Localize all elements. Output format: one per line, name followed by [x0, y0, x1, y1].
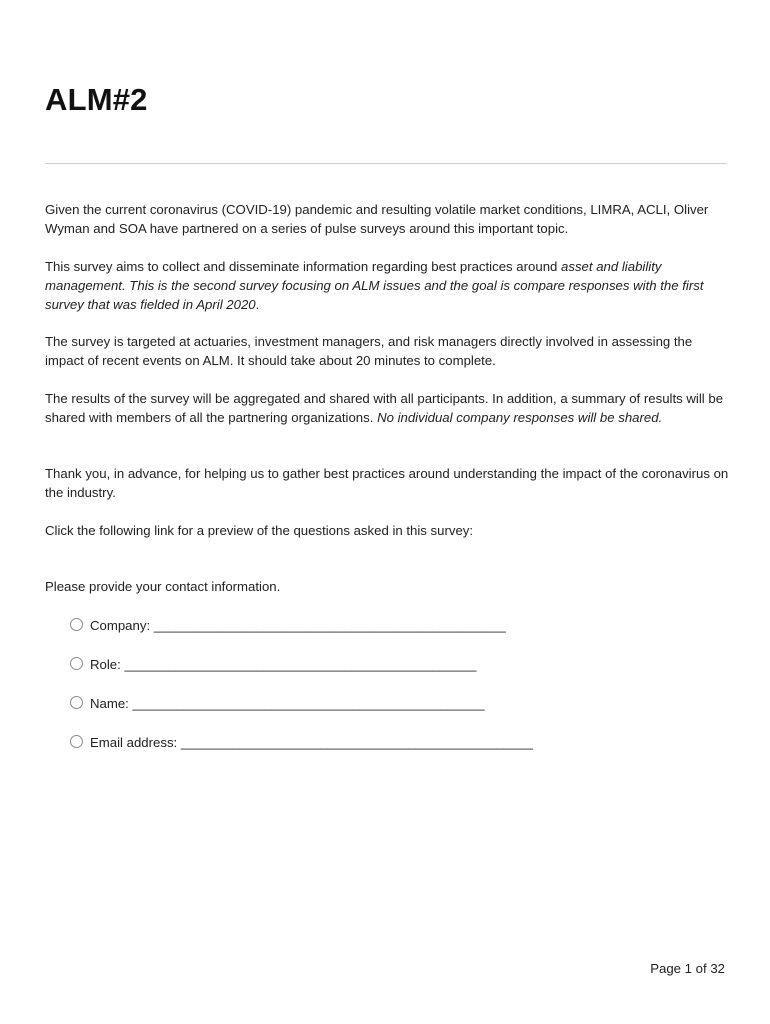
results-italic-text: No individual company responses will be shared. [377, 410, 663, 425]
thanks-paragraph [45, 464, 729, 502]
title-divider [45, 163, 727, 164]
company-field[interactable] [70, 616, 710, 655]
role-label: Role: ________________________________________________ [90, 657, 477, 672]
results-text: The results of the survey will be aggregated and shared with all participants. In addition, a summary of results will be shared with members of all the partnering organizations. [45, 391, 724, 425]
page-title: ALM#2 [45, 82, 148, 117]
intro-text: Given the current coronavirus (COVID-19) pandemic and resulting volatile market conditions, LIMRA, ACLI, Oliver Wyman and SOA have partnered on a series of pulse surveys around this important topic. [45, 202, 709, 236]
results-paragraph [45, 389, 729, 427]
target-text: The survey is targeted at actuaries, investment managers, and risk managers directly involved in assessing the impact of recent events on ALM. It should take about 20 minutes to complete. [45, 334, 693, 368]
page-number: Page 1 of 32 [650, 961, 725, 976]
contact-prompt [45, 577, 729, 596]
target-paragraph [45, 332, 729, 370]
aims-paragraph [45, 257, 729, 314]
email-field[interactable] [70, 733, 710, 772]
intro-paragraph [45, 200, 729, 238]
aims-italic-text: asset and liability management. This is the second survey focusing on ALM issues and the goal is compare responses with the first survey that was fielded in April 2020 [45, 259, 704, 312]
role-field[interactable] [70, 655, 710, 694]
aims-end-text: . [255, 297, 260, 312]
name-radio-icon[interactable] [70, 696, 83, 709]
company-label: Company: ________________________________________________ [90, 618, 506, 633]
contact-prompt-text: Please provide your contact information. [45, 579, 281, 594]
preview-link-paragraph [45, 521, 729, 540]
email-label: Email address: ________________________________________________ [90, 735, 533, 750]
company-radio-icon[interactable] [70, 618, 83, 631]
role-radio-icon[interactable] [70, 657, 83, 670]
contact-fields [70, 616, 710, 772]
thanks-text: Thank you, in advance, for helping us to gather best practices around understanding the impact of the coronavirus on the industry. [45, 466, 729, 500]
name-field[interactable] [70, 694, 710, 733]
preview-text: Click the following link for a preview of the questions asked in this survey: [45, 523, 474, 538]
aims-text: This survey aims to collect and disseminate information regarding best practices around [45, 259, 562, 274]
email-radio-icon[interactable] [70, 735, 83, 748]
name-label: Name: ________________________________________________ [90, 696, 485, 711]
